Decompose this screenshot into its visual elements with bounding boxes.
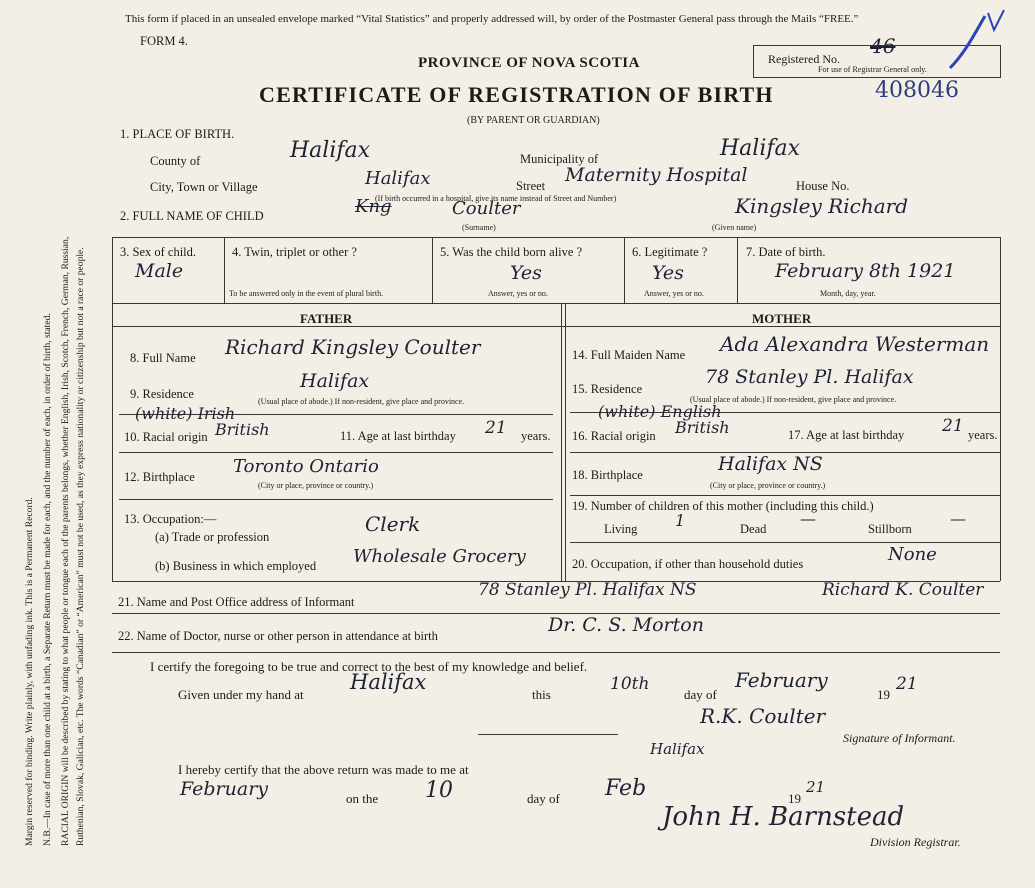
father-trade-label: (a) Trade or profession	[155, 530, 270, 544]
twin-note: To be answered only in the event of plural birth.	[229, 289, 384, 298]
province-heading: PROVINCE OF NOVA SCOTIA	[418, 55, 640, 71]
surname-caption: (Surname)	[462, 223, 496, 232]
father-residence-caption: (Usual place of abode.) If non-resident, give place and province.	[258, 397, 465, 406]
dob-value: February 8th 1921	[775, 260, 956, 282]
father-racial-note: (white) Irish	[135, 404, 236, 423]
handwritten-number: 408046	[875, 78, 959, 103]
mother-heading: MOTHER	[752, 311, 812, 326]
divider	[737, 237, 738, 303]
doctor-name: Dr. C. S. Morton	[548, 614, 704, 636]
mother-children-label: 19. Number of children of this mother (including this child.)	[572, 499, 874, 513]
stillborn-value: —	[950, 509, 966, 528]
mother-racial-note: (white) English	[598, 402, 722, 421]
divider	[112, 237, 1000, 238]
twin-label: 4. Twin, triplet or other ?	[232, 245, 357, 259]
divider	[112, 303, 1000, 304]
mother-name-label: 14. Full Maiden Name	[572, 348, 686, 362]
house-label: House No.	[796, 179, 850, 193]
legit-label: 6. Legitimate ?	[632, 245, 708, 259]
given-month: February	[735, 668, 828, 692]
stillborn-label: Stillborn	[868, 522, 912, 536]
registrar-statement: I hereby certify that the above return was made to me at	[178, 762, 469, 777]
living-value: 1	[675, 511, 686, 530]
father-residence-label: 9. Residence	[130, 387, 194, 401]
father-age-value: 21	[485, 418, 507, 438]
certificate-subtitle: (BY PARENT OR GUARDIAN)	[467, 115, 600, 126]
divider	[478, 734, 618, 735]
father-trade-value: Clerk	[365, 512, 421, 536]
given-caption: (Given name)	[712, 223, 757, 232]
place-of-birth-label: 1. PLACE OF BIRTH.	[120, 127, 235, 141]
registered-value: 46	[870, 34, 896, 58]
city-value: Halifax	[365, 168, 431, 189]
mother-racial-value: British	[675, 418, 730, 437]
dead-label: Dead	[740, 522, 767, 536]
dob-caption: Month, day, year.	[820, 289, 876, 298]
certificate-title: CERTIFICATE OF REGISTRATION OF BIRTH	[259, 82, 774, 107]
informant-address: 78 Stanley Pl. Halifax NS	[478, 580, 697, 600]
divider	[224, 237, 225, 303]
margin-instructions: Margin reserved for binding. Write plainly, with unfading ink. This is a Permanent Record. N.B.—In case of more than one child at a birth, a Separate Return must be made for each, and the number of each, in order of birth, stated. RACIAL ORIGIN will be described by stating to what people or tongue each of the parents belongs, whether English, Irish, Scotch, French, German, Russian, Ruthenian, Slovak, Galician, etc. The words “Canadian” or “American” must not be used, as they express nationality or citizenship but not a race or people.	[24, 236, 86, 846]
legit-caption: Answer, yes or no.	[644, 289, 704, 298]
divider	[112, 652, 1000, 653]
registrar-note: For use of Registrar General only.	[818, 65, 927, 74]
on-the-label: on the	[346, 791, 379, 806]
divider	[565, 303, 566, 581]
child-name-label: 2. FULL NAME OF CHILD	[120, 209, 264, 223]
registrar-signature: John H. Barnstead	[662, 802, 905, 832]
informant-signature: R.K. Coulter	[700, 704, 826, 728]
alive-value: Yes	[510, 262, 542, 284]
year-prefix: 19	[877, 687, 890, 702]
registrar-place: Halifax	[650, 740, 705, 758]
registrar-month: February	[180, 778, 269, 800]
mother-residence-caption: (Usual place of abode.) If non-resident, give place and province.	[690, 395, 897, 404]
registrar-year-prefix: 19	[788, 791, 801, 806]
divider	[561, 303, 562, 581]
dead-value: —	[800, 509, 816, 528]
divider	[570, 542, 1000, 543]
municipality-label: Municipality of	[520, 152, 599, 166]
mother-occupation-label: 20. Occupation, if other than household duties	[572, 557, 804, 571]
check-mark-icon	[930, 8, 1030, 78]
certify-statement: I certify the foregoing to be true and correct to the best of my knowledge and belief.	[150, 659, 588, 674]
child-given-name: Kingsley Richard	[735, 194, 908, 218]
street-label: Street	[516, 179, 546, 193]
father-business-value: Wholesale Grocery	[353, 546, 526, 567]
sex-label: 3. Sex of child.	[120, 245, 197, 259]
father-name-label: 8. Full Name	[130, 351, 196, 365]
child-name-crossed: Kng	[355, 196, 392, 217]
legit-value: Yes	[652, 262, 684, 284]
registrar-year: 21	[806, 778, 826, 796]
registered-label: Registered No.	[768, 52, 840, 66]
mother-racial-label: 16. Racial origin	[572, 429, 656, 443]
this-label: this	[532, 687, 551, 702]
divider	[112, 237, 113, 581]
alive-caption: Answer, yes or no.	[488, 289, 548, 298]
doctor-label: 22. Name of Doctor, nurse or other person in attendance at birth	[118, 629, 438, 643]
father-racial-label: 10. Racial origin	[124, 430, 208, 444]
father-occupation-label: 13. Occupation:—	[124, 512, 217, 526]
mother-birthplace-value: Halifax NS	[718, 453, 823, 475]
mother-name-value: Ada Alexandra Westerman	[720, 332, 990, 356]
informant-signature-caption: Signature of Informant.	[843, 731, 956, 745]
registrar-caption: Division Registrar.	[870, 835, 961, 849]
father-age-label: 11. Age at last birthday	[340, 429, 456, 443]
father-birthplace-value: Toronto Ontario	[233, 456, 379, 477]
father-birthplace-caption: (City or place, province or country.)	[258, 481, 374, 490]
street-value: Maternity Hospital	[565, 164, 748, 186]
father-years-label: years.	[521, 429, 551, 443]
divider	[570, 495, 1000, 496]
mother-residence-value: 78 Stanley Pl. Halifax	[705, 366, 914, 388]
divider	[112, 326, 1000, 327]
mother-birthplace-caption: (City or place, province or country.)	[710, 481, 826, 490]
form-number: FORM 4.	[140, 34, 188, 48]
hospital-note: (If birth occurred in a hospital, give its name instead of Street and Number)	[375, 194, 617, 203]
child-surname: Coulter	[452, 198, 521, 219]
sex-value: Male	[135, 260, 184, 282]
divider	[1000, 237, 1001, 581]
given-label: Given under my hand at	[178, 687, 304, 702]
divider	[624, 237, 625, 303]
father-birthplace-label: 12. Birthplace	[124, 470, 195, 484]
county-label: County of	[150, 154, 201, 168]
mother-years-label: years.	[968, 428, 998, 442]
city-label: City, Town or Village	[150, 180, 258, 194]
divider	[119, 452, 553, 453]
given-year: 21	[896, 674, 918, 694]
given-day: 10th	[610, 674, 650, 694]
day-of-label: day of	[684, 687, 717, 702]
mother-birthplace-label: 18. Birthplace	[572, 468, 643, 482]
father-heading: FATHER	[300, 311, 353, 326]
county-value: Halifax	[290, 138, 371, 163]
registrar-day-of-label: day of	[527, 791, 560, 806]
dob-label: 7. Date of birth.	[746, 245, 826, 259]
mother-age-label: 17. Age at last birthday	[788, 428, 905, 442]
father-racial-value: British	[215, 420, 270, 439]
divider	[432, 237, 433, 303]
father-residence-value: Halifax	[300, 370, 370, 392]
registrar-day: 10	[425, 778, 453, 803]
living-label: Living	[604, 522, 638, 536]
informant-label: 21. Name and Post Office address of Informant	[118, 595, 355, 609]
mother-residence-label: 15. Residence	[572, 382, 643, 396]
municipality-value: Halifax	[720, 136, 801, 161]
mother-age-value: 21	[942, 416, 964, 436]
alive-label: 5. Was the child born alive ?	[440, 245, 583, 259]
given-place: Halifax	[350, 670, 427, 694]
mail-notice: This form if placed in an unsealed envelope marked “Vital Statistics” and properly addressed will, by order of the Postmaster General pass through the Mails “FREE.”	[125, 13, 859, 25]
father-name-value: Richard Kingsley Coulter	[225, 335, 481, 359]
father-business-label: (b) Business in which employed	[155, 559, 317, 573]
mother-occupation-value: None	[888, 544, 937, 565]
registrar-month-short: Feb	[605, 776, 647, 801]
divider	[119, 499, 553, 500]
informant-signature-top: Richard K. Coulter	[822, 580, 984, 600]
